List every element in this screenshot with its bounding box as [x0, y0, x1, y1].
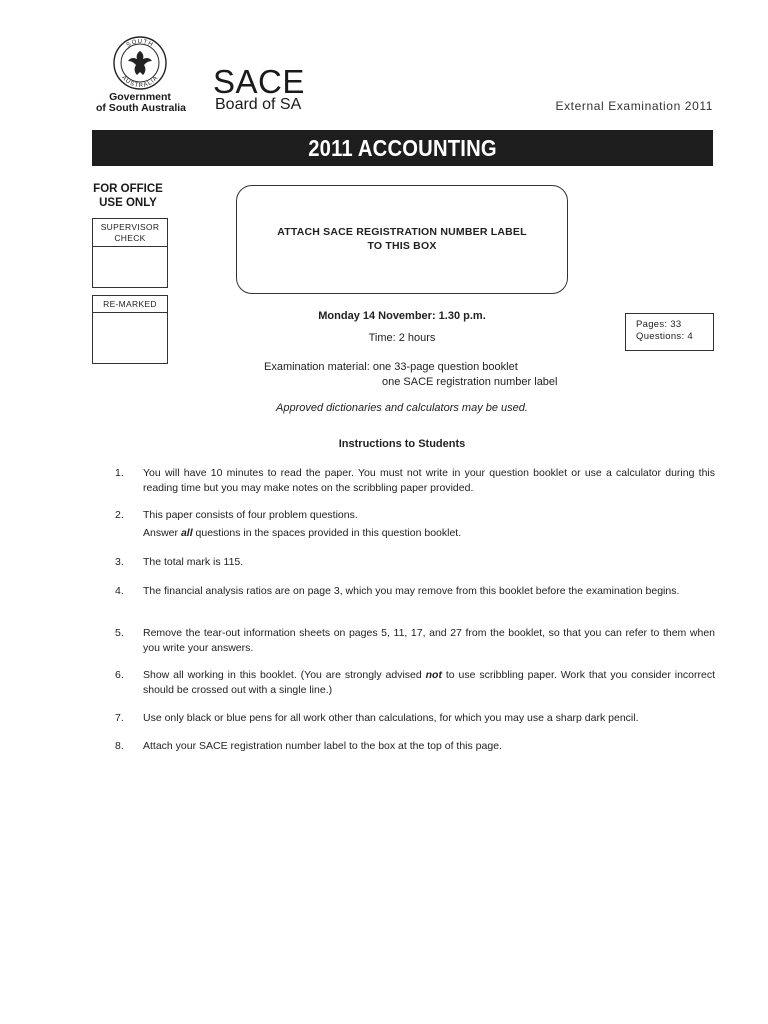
- approved-note: Approved dictionaries and calculators may be used.: [276, 402, 528, 414]
- instruction-text: Show all working in this booklet. (You are strongly advised not to use scribbling paper. Work that you consider incorrect should be crossed out with a single line.): [143, 669, 716, 696]
- instruction-item: [115, 626, 715, 655]
- registration-line1: ATTACH SACE REGISTRATION NUMBER LABEL: [277, 226, 527, 238]
- pages-questions-box: [625, 313, 714, 351]
- instruction-item: [115, 466, 715, 495]
- instruction-item: [115, 711, 715, 726]
- material-line2: one SACE registration number label: [382, 375, 558, 388]
- instruction-number: 8.: [115, 740, 124, 752]
- instruction-number: 4.: [115, 585, 124, 597]
- supervisor-check-box: [92, 218, 168, 288]
- sace-logo-text: SACE: [213, 63, 305, 100]
- questions-count: Questions: 4: [636, 331, 693, 342]
- examination-material: [264, 360, 557, 389]
- external-examination-label: External Examination 2011: [555, 99, 713, 113]
- instruction-number: 2.: [115, 509, 124, 521]
- instruction-item: [115, 739, 715, 754]
- supervisor-label-line1: SUPERVISOR: [100, 222, 160, 232]
- instruction-item: [115, 508, 715, 540]
- instruction-text: The total mark is 115.: [143, 556, 244, 568]
- crest-text-bottom: AUSTRALIA: [120, 74, 160, 90]
- instruction-text: Use only black or blue pens for all work other than calculations, for which you may use a sharp dark pencil.: [143, 712, 639, 724]
- board-label: Board of SA: [215, 96, 302, 113]
- re-marked-label: RE-MARKED: [93, 296, 167, 313]
- exam-date: Monday 14 November: 1.30 p.m.: [318, 310, 486, 322]
- instruction-text-line2: Answer all questions in the spaces provided in this question booklet.: [143, 526, 462, 539]
- instruction-text: The financial analysis ratios are on page 3, which you may remove from this booklet before the examination begins.: [143, 585, 680, 597]
- instruction-number: 1.: [115, 467, 124, 479]
- instructions-heading: Instructions to Students: [338, 438, 466, 450]
- svg-text:SOUTH: [126, 39, 154, 49]
- emphasis-all: all: [180, 526, 193, 539]
- instruction-item: [115, 555, 715, 570]
- instruction-number: 5.: [115, 627, 124, 639]
- exam-title: 2011 ACCOUNTING: [308, 135, 497, 161]
- office-use-line2: USE ONLY: [99, 197, 157, 209]
- crest-text-top: SOUTH: [125, 38, 155, 49]
- pages-count: Pages: 33: [636, 319, 682, 330]
- registration-line2: TO THIS BOX: [367, 240, 437, 252]
- instruction-number: 7.: [115, 712, 124, 724]
- supervisor-label-line2: CHECK: [114, 233, 146, 243]
- office-use-line1: FOR OFFICE: [93, 183, 163, 195]
- supervisor-check-label: [93, 219, 167, 247]
- instruction-text: This paper consists of four problem questions.: [143, 509, 358, 521]
- instruction-text: Attach your SACE registration number label to the box at the top of this page.: [143, 740, 502, 752]
- instruction-item: [115, 668, 715, 697]
- instruction-item: [115, 584, 715, 599]
- government-label: Government: [109, 91, 171, 103]
- south-australia-crest-logo: [112, 35, 168, 91]
- instruction-number: 6.: [115, 669, 124, 681]
- registration-instruction: [236, 225, 568, 253]
- exam-time: Time: 2 hours: [368, 332, 436, 344]
- instruction-number: 3.: [115, 556, 124, 568]
- instruction-text: You will have 10 minutes to read the paper. You must not write in your question booklet or use a calculator during this reading time but you may make notes on the scribbling paper provided.: [143, 467, 715, 494]
- emphasis-not: not: [425, 669, 442, 681]
- material-line1: Examination material: one 33-page question booklet: [264, 361, 518, 373]
- instruction-text: Remove the tear-out information sheets on pages 5, 11, 17, and 27 from the booklet, so that you can refer to them when you write your answers.: [143, 627, 715, 654]
- re-marked-box: [92, 295, 168, 364]
- office-use-heading: [88, 182, 168, 210]
- south-australia-label: of South Australia: [95, 102, 187, 114]
- title-bar: [92, 130, 713, 166]
